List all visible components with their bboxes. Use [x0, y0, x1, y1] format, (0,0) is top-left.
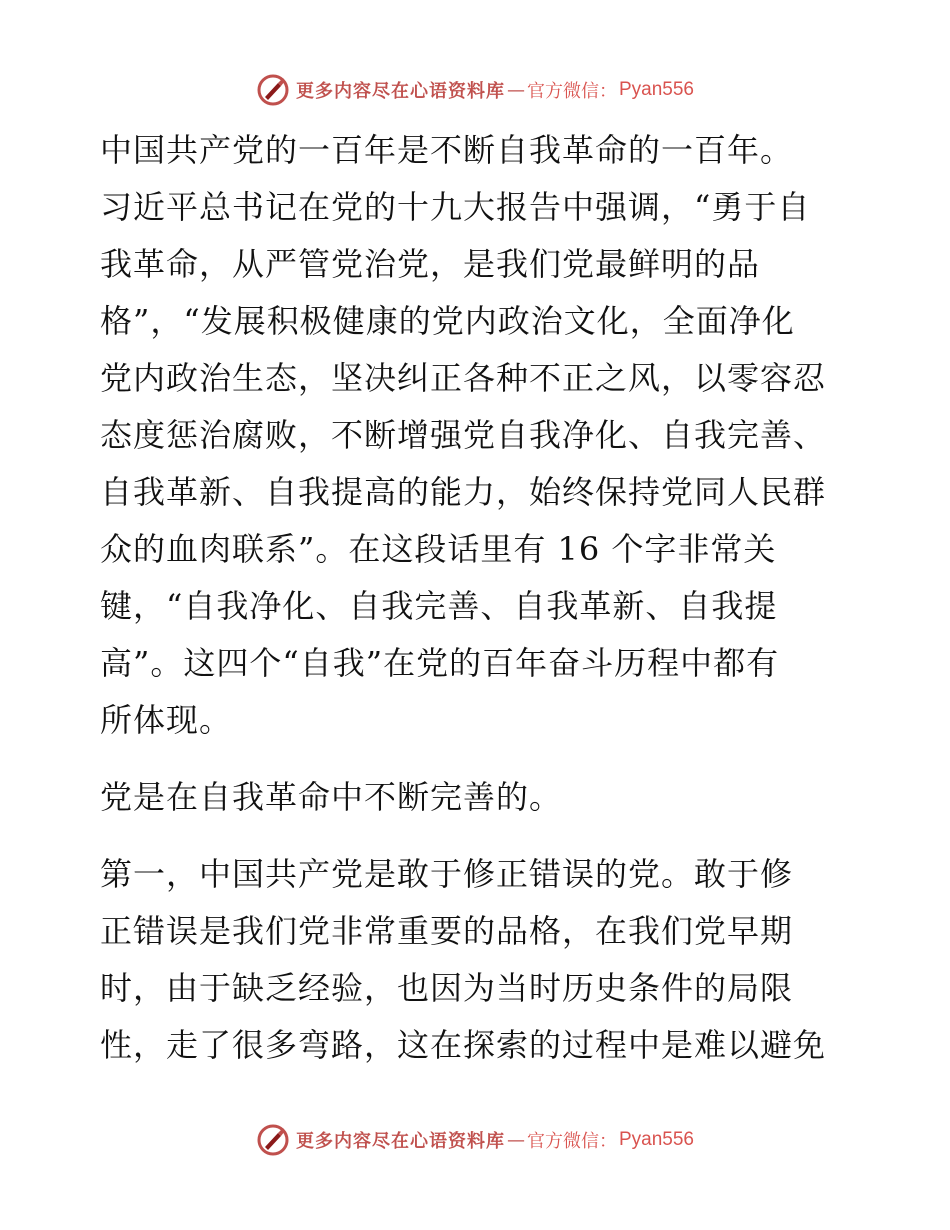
- quill-pen-logo-icon: [256, 73, 290, 107]
- banner-wechat-label: 官方微信：: [526, 81, 617, 102]
- text-line: 性，走了很多弯路，这在探索的过程中是难以避免: [100, 1026, 827, 1064]
- banner-main-text: 更多内容尽在心语资料库: [295, 1131, 505, 1152]
- banner-wechat-id: Pyan556: [618, 79, 694, 100]
- banner-main-text: 更多内容尽在心语资料库: [295, 81, 505, 102]
- quill-pen-logo-icon: [256, 1123, 290, 1157]
- text-line: 格”，“发展积极健康的党内政治文化，全面净化: [100, 302, 795, 340]
- footer-banner: [0, 1120, 950, 1160]
- banner-separator: —: [506, 1129, 525, 1151]
- text-line: 所体现。: [100, 701, 233, 739]
- text-line: 党内政治生态，坚决纠正各种不正之风，以零容忍: [100, 359, 827, 397]
- text-line: 众的血肉联系”。在这段话里有 16 个字非常关: [100, 530, 777, 568]
- text-line: 键，“自我净化、自我完善、自我革新、自我提: [100, 587, 778, 625]
- text-line: 正错误是我们党非常重要的品格，在我们党早期: [100, 912, 794, 950]
- text-line: 习近平总书记在党的十九大报告中强调，“勇于自: [100, 188, 811, 226]
- paragraph-2: [100, 769, 860, 826]
- paragraph-gap: [100, 826, 860, 846]
- paragraph-3: [100, 846, 860, 1074]
- paragraph-1: [100, 122, 860, 749]
- text-line: 自我革新、自我提高的能力，始终保持党同人民群: [100, 473, 827, 511]
- text-line: 态度惩治腐败，不断增强党自我净化、自我完善、: [100, 416, 827, 454]
- text-line: 第一，中国共产党是敢于修正错误的党。敢于修: [100, 855, 794, 893]
- header-banner: [0, 70, 950, 110]
- paragraph-gap: [100, 749, 860, 769]
- document-body: [100, 122, 860, 1074]
- text-line: 中国共产党的一百年是不断自我革命的一百年。: [100, 131, 794, 169]
- text-line: 高”。这四个“自我”在党的百年奋斗历程中都有: [100, 644, 780, 682]
- banner-wechat-label: 官方微信：: [526, 1131, 617, 1152]
- banner-separator: —: [506, 79, 525, 101]
- banner-wechat-id: Pyan556: [618, 1129, 694, 1150]
- text-line: 党是在自我革命中不断完善的。: [100, 778, 563, 816]
- text-line: 时，由于缺乏经验，也因为当时历史条件的局限: [100, 969, 794, 1007]
- text-line: 我革命，从严管党治党，是我们党最鲜明的品: [100, 245, 761, 283]
